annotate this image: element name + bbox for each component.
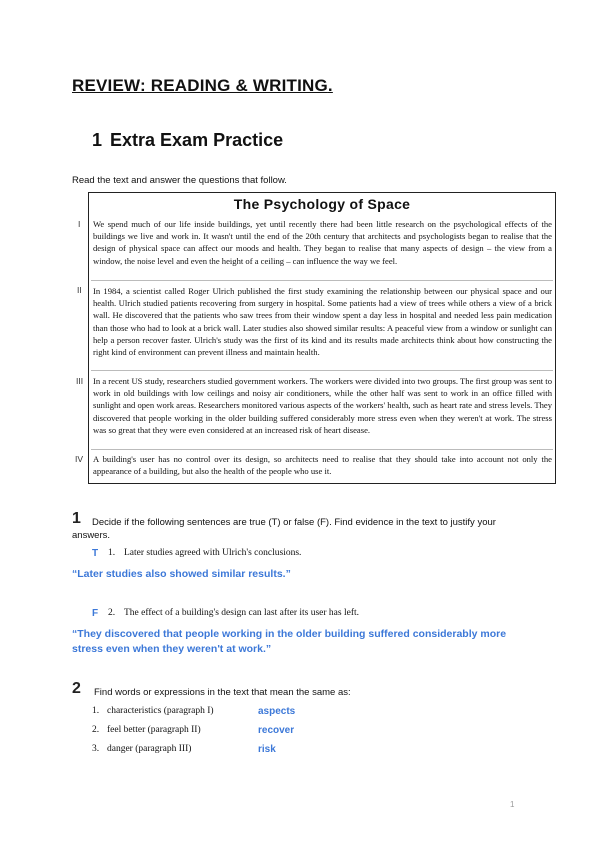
article-paragraph: We spend much of our life inside buildings, yet until recently there had been little research on the psychological effects of the buildings we live and work in. It wasn't until the end of the 20th century that architects and psychologists began to realise that the design of physical space can affect our moods and health. They began to realise that many aspects of design – the view from a window, the noise level and even the height of a ceiling – can influence the way we feel.	[93, 219, 552, 266]
paragraph-divider	[91, 449, 553, 450]
paragraph-numeral: II	[77, 285, 82, 295]
review-heading: REVIEW: READING & WRITING.	[72, 76, 333, 95]
item-answer: aspects	[258, 706, 296, 717]
exercise-number: 2	[72, 680, 81, 697]
paragraph-numeral: IV	[75, 454, 84, 464]
paragraph-divider	[91, 280, 553, 281]
item-prompt: danger (paragraph III)	[107, 744, 192, 754]
true-false-answer: F	[92, 608, 99, 619]
item-prompt: feel better (paragraph II)	[107, 725, 201, 735]
statement-number: 2.	[108, 608, 116, 618]
article-paragraph: A building's user has no control over its design, so architects need to realise that they should take into account not only the appearance of a building, but also the health of the people who use it.	[93, 454, 552, 477]
item-number: 3.	[92, 744, 100, 754]
paragraph-numeral: III	[76, 376, 84, 386]
item-number: 1.	[92, 706, 100, 716]
true-false-answer: T	[92, 548, 99, 559]
section-heading	[92, 130, 283, 151]
paragraph-numeral: I	[78, 219, 81, 229]
reading-instruction: Read the text and answer the questions that follow.	[72, 175, 287, 186]
article-title: The Psychology of Space	[233, 196, 411, 212]
article-paragraph: In a recent US study, researchers studied government workers. The workers were divided into two groups. The first group was sent to work in old buildings with low ceilings and noisy air conditioners, while the other half was sent to work in an office filled with sunlight and open work areas. Researchers monitored various aspects of the workers' health, such as heart rate and stress levels. They discovered that people working in the older building suffered considerably more stress even when they weren't at work. The stress was so great that they were even considered at an increased risk of heart disease.	[93, 376, 552, 435]
page-number: 1	[510, 800, 515, 809]
exercise-number: 1	[72, 510, 81, 527]
paragraph-divider	[91, 370, 553, 371]
article-paragraph: In 1984, a scientist called Roger Ulrich published the first study examining the relationship between our physical space and our health. Ulrich studied patients recovering from surgery in hospital. Some patients had a view of trees while others a view of a brick wall. He discovered that the patients who saw trees from their window spent a day less in hospital and needed less pain medication than those who had to look at a brick wall. Later studies also showed similar results: A peaceful view from a window or sunlight can help a person recover faster. Ulrich's study was the first of its kind and its results made architects think about how constructing the right kind of environment can prevent illness and maintain health.	[93, 286, 552, 358]
statement-text: The effect of a building's design can last after its user has left.	[124, 608, 359, 618]
item-prompt: characteristics (paragraph I)	[107, 706, 214, 716]
exercise-instruction: Decide if the following sentences are true (T) or false (F). Find evidence in the text to justify your answers.	[72, 517, 496, 541]
section-title: Extra Exam Practice	[110, 130, 284, 150]
item-answer: recover	[258, 725, 295, 736]
statement-number: 1.	[108, 548, 116, 558]
exercise-instruction: Find words or expressions in the text that mean the same as:	[94, 687, 351, 698]
evidence-quote: “They discovered that people working in the older building suffered considerably more stress even when they weren't at work.”	[72, 628, 507, 655]
statement-text: Later studies agreed with Ulrich's conclusions.	[124, 548, 302, 558]
item-answer: risk	[258, 744, 276, 755]
item-number: 2.	[92, 725, 100, 735]
section-number: 1	[92, 130, 103, 150]
evidence-quote: “Later studies also showed similar results.”	[72, 568, 291, 580]
